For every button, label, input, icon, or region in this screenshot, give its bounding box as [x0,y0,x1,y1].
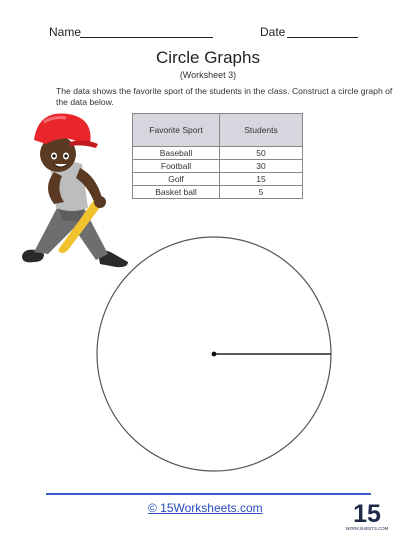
worksheets-logo [345,498,389,532]
name-label: Name [49,25,82,39]
blank-circle-graph[interactable] [90,236,340,486]
data-table [132,113,303,199]
column-header-students: Students [220,114,303,147]
sport-cell: Football [133,160,220,173]
name-field[interactable] [80,37,213,38]
sport-cell: Basket ball [133,186,220,199]
sport-cell: Golf [133,173,220,186]
sport-cell: Baseball [133,147,220,160]
logo-number: 15 [353,500,381,528]
students-cell: 5 [220,186,303,199]
copyright-link[interactable]: © 15Worksheets.com [148,501,263,515]
instructions-text: The data shows the favorite sport of the students in the class. Construct a circle graph of the data below. [56,86,393,107]
table-row [133,173,303,186]
footer-divider [46,493,371,495]
logo-text: WORKSHEETS.COM [345,526,389,531]
students-cell: 15 [220,173,303,186]
date-label: Date [260,25,286,39]
table-row [133,186,303,199]
page-title: Circle Graphs [156,48,260,67]
students-cell: 30 [220,160,303,173]
students-cell: 50 [220,147,303,160]
table-header-row [133,114,303,147]
column-header-sport: Favorite Sport [133,114,220,147]
center-dot [212,352,217,357]
table-row [133,160,303,173]
date-field[interactable] [287,37,358,38]
page-subtitle: (Worksheet 3) [179,70,237,80]
table-row [133,147,303,160]
